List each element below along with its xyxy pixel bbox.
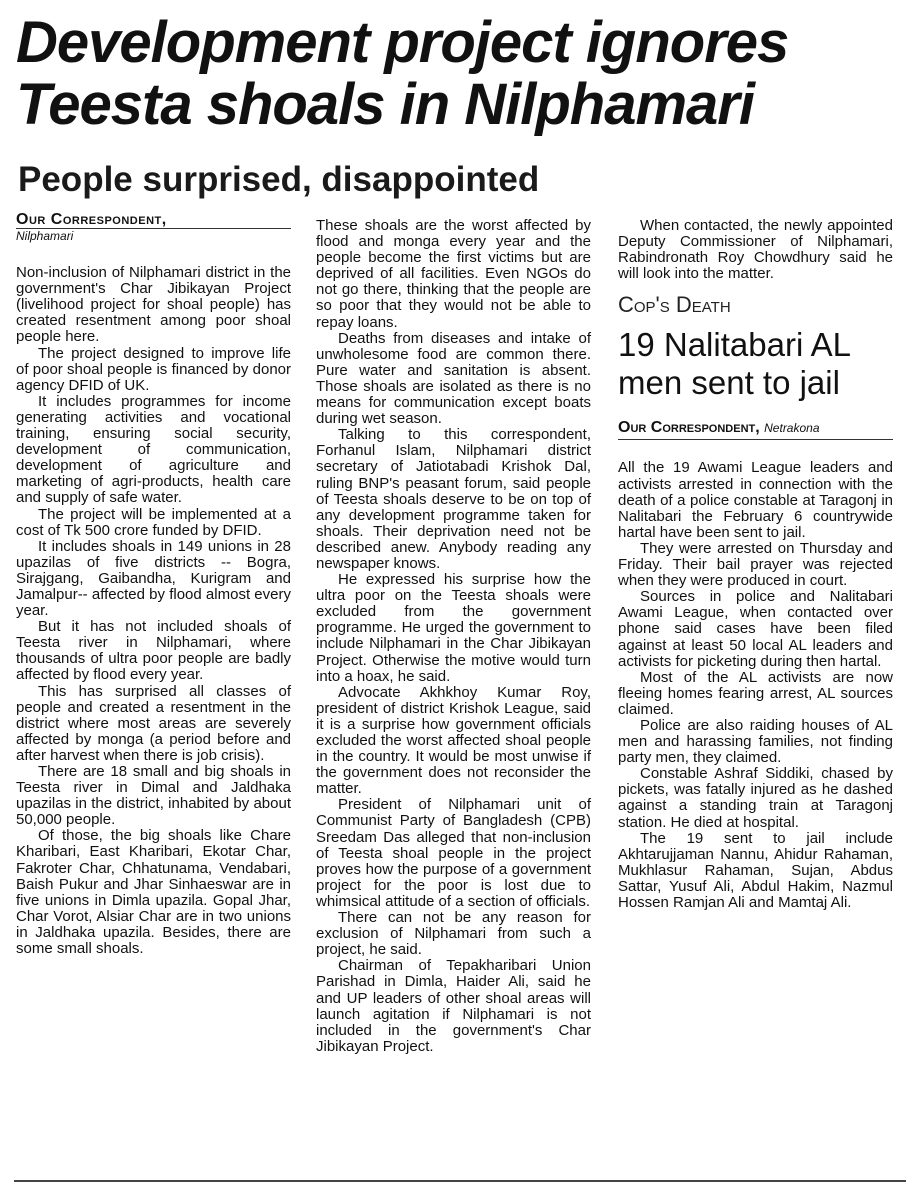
paragraph: Of those, the big shoals like Chare Kharibari, East Kharibari, Ekotar Char, Fakroter Char, Chhatunama, Vendabari, Baish Pukur and Jhar Sinhaeswar are in five unions in Dimla upazila. Gopal Jhar, Char Vorot, Alsiar Char are in two unions in Jaldhaka upazila. Besides, there are some small shoals. xyxy=(16,827,291,958)
paragraph: Talking to this correspondent, Forhanul Islam, Nilphamari district secretary of Jatiotabadi Krishok Dal, ruling BNP's peasant forum, said people of Teesta shoals deserve to be on top of any development programme taken for shoals. Their deprivation need not be described anew. Anybody reading any newspaper knows. xyxy=(316,426,591,572)
paragraph: President of Nilphamari unit of Communist Party of Bangladesh (CPB) Sreedam Das alleged that non-inclusion of Teesta shoal people in the project proves how the purpose of a government project for the poor is lost due to whimsical attitude of a section of officials. xyxy=(316,796,591,910)
column-3 xyxy=(618,218,893,911)
paragraph: There are 18 small and big shoals in Teesta river in Dimal and Jaldhaka upazilas in the district, inhabited by about 50,000 people. xyxy=(16,763,291,829)
paragraph: Most of the AL activists are now fleeing homes fearing arrest, AL sources claimed. xyxy=(618,668,893,718)
paragraph: Advocate Akhkhoy Kumar Roy, president of district Krishok League, said it is a surprise how government officials excluded the worst affected shoal people in the country. It would be most unwise if the government does not reconsider the matter. xyxy=(316,683,591,798)
article-kicker: Cop's Death xyxy=(618,292,731,318)
paragraph: Police are also raiding houses of AL men and harassing families, not finding party men, they claimed. xyxy=(618,716,893,767)
paragraph: There can not be any reason for exclusion of Nilphamari from such a project, he said. xyxy=(316,909,591,959)
paragraph: Constable Ashraf Siddiki, chased by pickets, was fatally injured as he dashed against a standing train at Taragonj station. He died at hospital. xyxy=(618,765,893,831)
byline-place: Netrakona xyxy=(764,421,820,436)
byline-name: Our Correspondent, xyxy=(618,419,760,437)
subhead: People surprised, disappointed xyxy=(18,160,540,199)
column-1 xyxy=(16,212,291,957)
paragraph: When contacted, the newly appointed Deputy Commissioner of Nilphamari, Rabindronath Roy Chowdhury said he will look into the matter. xyxy=(618,217,893,283)
paragraph: Deaths from diseases and intake of unwholesome food are common there. Pure water and sanitation is absent. Those shoals are isolated as there is no means for communication except boats during wet season. xyxy=(316,329,591,428)
paragraph: The 19 sent to jail include Akhtarujjaman Nannu, Ahidur Rahaman, Mukhlasur Rahaman, Sujan, Abdus Sattar, Yusuf Ali, Abdul Hakim, Nazmul Hossen Ramjan Ali and Mamtaj Ali. xyxy=(618,829,893,911)
paragraph: Sources in police and Nalitabari Awami League, when contacted over phone said cases have been filed against at least 50 local AL leaders and activists for picketing during then hartal. xyxy=(618,588,893,670)
paragraph: He expressed his surprise how the ultra poor on the Teesta shoals were excluded from the government programme. He urged the government to include Nilphamari in the Char Jibikayan Project. Otherwise the motive would turn into a hoax, he said. xyxy=(316,571,591,685)
byline xyxy=(618,420,893,440)
bottom-rule xyxy=(14,1180,906,1182)
paragraph: But it has not included shoals of Teesta river in Nilphamari, where thousands of ultra poor people are badly affected by flood every year. xyxy=(16,618,291,684)
paragraph: The project designed to improve life of poor shoal people is financed by donor agency DFID of UK. xyxy=(16,344,291,394)
article-headline: 19 Nalitabari AL men sent to jail xyxy=(618,326,850,402)
byline-place: Nilphamari xyxy=(16,228,291,243)
headline: Development project ignores Teesta shoals in Nilphamari xyxy=(16,10,789,137)
paragraph: These shoals are the worst affected by flood and monga every year and the people become the first victims but are deprived of all facilities. Even NGOs do not go there, thinking that the people are so poor that they would not be able to repay loans. xyxy=(316,217,591,331)
paragraph: All the 19 Awami League leaders and activists arrested in connection with the death of a police constable at Taragonj in Nalitabari the February 6 countrywide hartal have been sent to jail. xyxy=(618,459,893,541)
paragraph: It includes programmes for income generating activities and vocational training, ensuring social security, development of communication, development of agriculture and marketing of agri-products, health care and supply of safe water. xyxy=(16,392,291,507)
paragraph: The project will be implemented at a cost of Tk 500 crore funded by DFID. xyxy=(16,505,291,539)
paragraph: They were arrested on Thursday and Friday. Their bail prayer was rejected when they were produced in court. xyxy=(618,539,893,590)
paragraph: Non-inclusion of Nilphamari district in the government's Char Jibikayan Project (livelihood project for shoal people) has created resentment among poor shoal people here. xyxy=(16,264,291,346)
column-2 xyxy=(316,218,591,1055)
paragraph: This has surprised all classes of people and created a resentment in the district where most areas are severely affected by monga (a period before and after harvest when there is job crisis). xyxy=(16,682,291,764)
paragraph: It includes shoals in 149 unions in 28 upazilas of five districts -- Bogra, Sirajgang, Gaibandha, Kurigram and Jamalpur-- affected by flood almost every year. xyxy=(16,537,291,620)
paragraph: Chairman of Tepakharibari Union Parishad in Dimla, Haider Ali, said he and UP leaders of other shoal areas will launch agitation if Nilphamari is not included in the government's Char Jibikayan Project. xyxy=(316,957,591,1055)
byline: Our Correspondent, xyxy=(16,211,167,228)
